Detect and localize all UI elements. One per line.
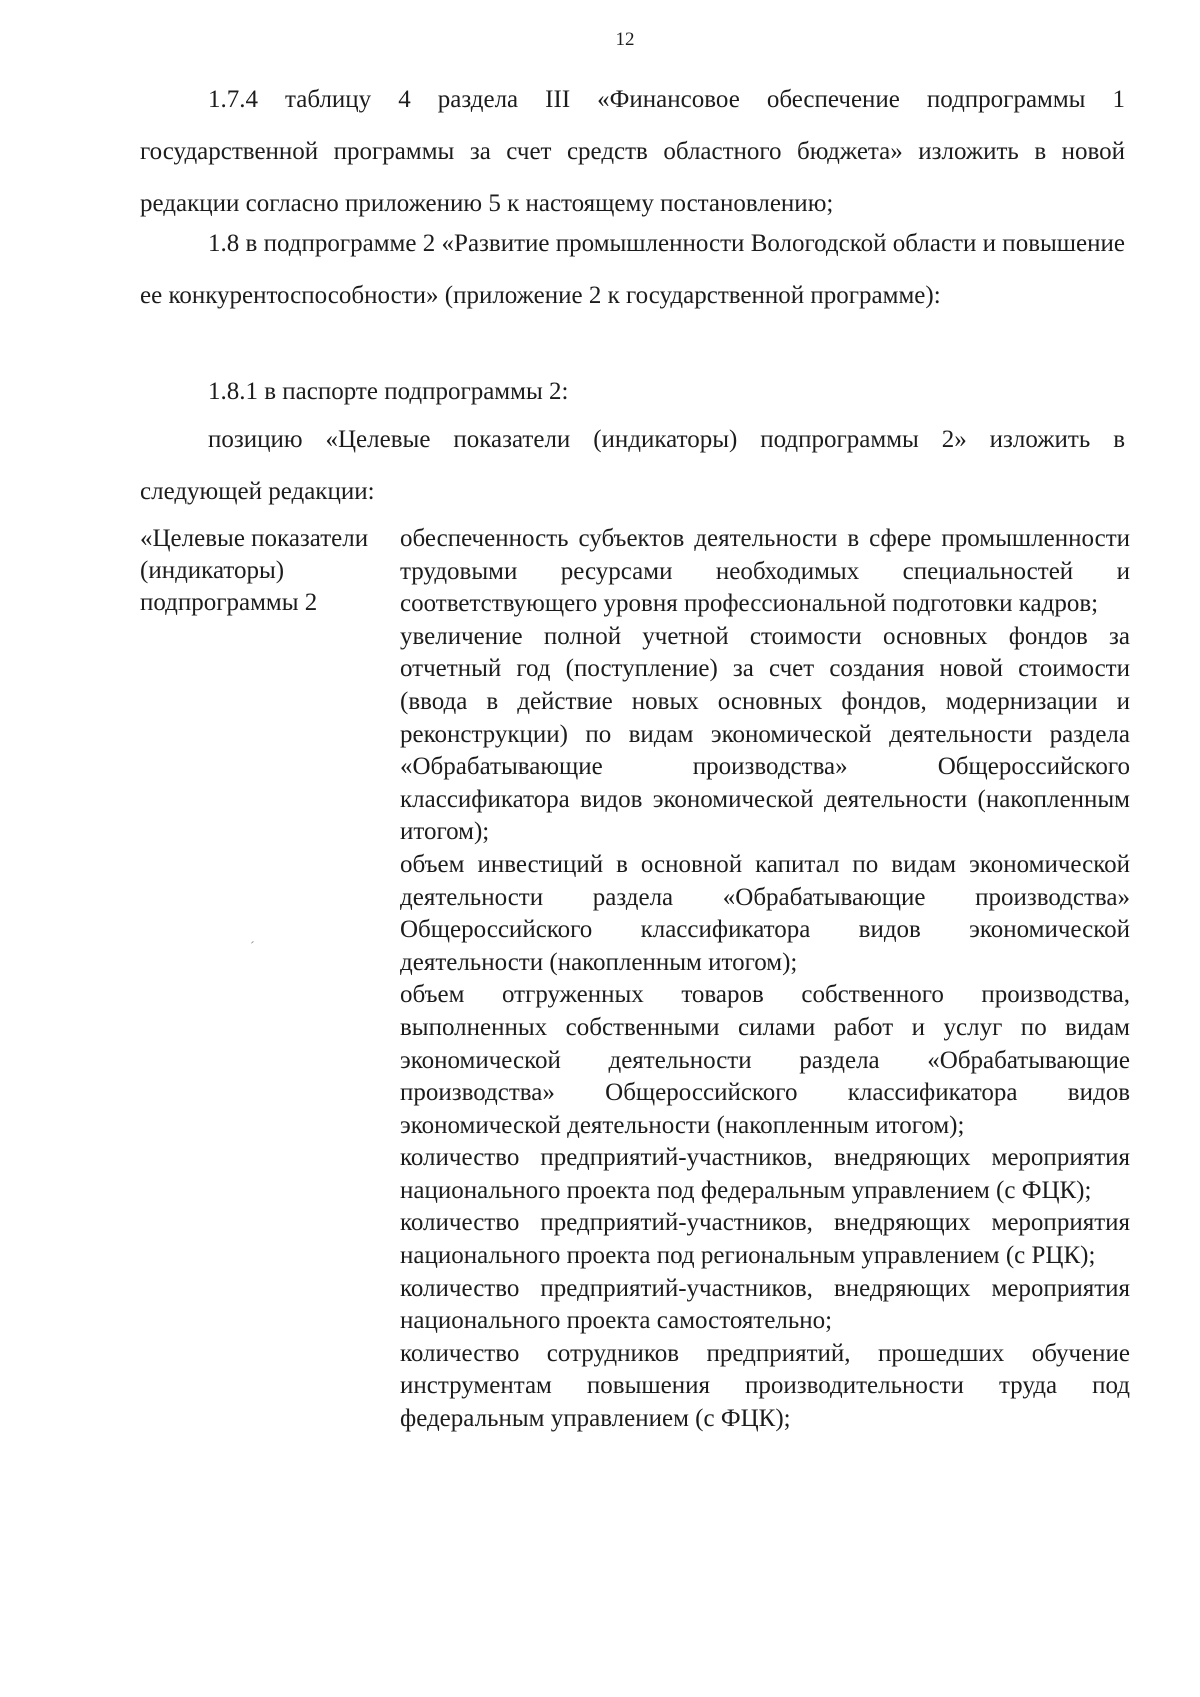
- indicator-item: обеспеченность субъектов деятельности в сфере промышленности трудовыми ресурсами необходимых специальностей и соответствующего уровня профессиональной подготовки кадров;: [400, 525, 1130, 618]
- indicator-item: количество сотрудников предприятий, прошедших обучение инструментам повышения производительности труда под федеральным управлением (с ФЦК);: [400, 1339, 1130, 1433]
- indicator-item: количество предприятий-участников, внедряющих мероприятия национального проекта самостоятельно;: [400, 1274, 1130, 1335]
- paragraph-1-8: 1.8 в подпрограмме 2 «Развитие промышленности Вологодской области и повышение ее конкурентоспособности» (приложение 2 к государственной программе):: [140, 230, 1125, 309]
- indicator-item: количество предприятий-участников, внедряющих мероприятия национального проекта под федеральным управлением (с ФЦК);: [400, 1144, 1130, 1204]
- indicator-item: увеличение полной учетной стоимости основных фондов за отчетный год (поступление) за счет создания новой стоимости (ввода в действие новых основных фондов, модернизации и реконструкции) по видам экономической деятельности раздела «Обрабатывающие производства» Общероссийского классификатора видов экономической деятельности (накопленным итогом);: [400, 622, 1130, 846]
- paragraph-1-8-1: 1.8.1 в паспорте подпрограммы 2:: [208, 378, 569, 405]
- paragraph-position: позицию «Целевые показатели (индикаторы) подпрограммы 2» изложить в следующей редакции:: [140, 426, 1125, 505]
- indicator-item: количество предприятий-участников, внедряющих мероприятия национального проекта под региональным управлением (с РЦК);: [400, 1209, 1130, 1270]
- paragraph-1-7-4: 1.7.4 таблицу 4 раздела III «Финансовое обеспечение подпрограммы 1 государственной программы за счет средств областного бюджета» изложить в новой редакции согласно приложению 5 к настоящему постановлению;: [140, 86, 1125, 217]
- passport-label: «Целевые показатели (индикаторы) подпрограммы 2: [140, 525, 369, 616]
- passport-indicators-list: [400, 523, 1130, 1436]
- indicator-item: объем инвестиций в основной капитал по видам экономической деятельности раздела «Обрабатывающие производства» Общероссийского классификатора видов экономической деятельности (накопленным итогом);: [400, 850, 1130, 976]
- indicator-item: объем отгруженных товаров собственного производства, выполненных собственными силами работ и услуг по видам экономической деятельности раздела «Обрабатывающие производства» Общероссийского классификатора видов экономической деятельности (накопленным итогом);: [400, 981, 1130, 1139]
- page-number: 12: [615, 29, 635, 50]
- scan-speck: ´: [250, 940, 255, 955]
